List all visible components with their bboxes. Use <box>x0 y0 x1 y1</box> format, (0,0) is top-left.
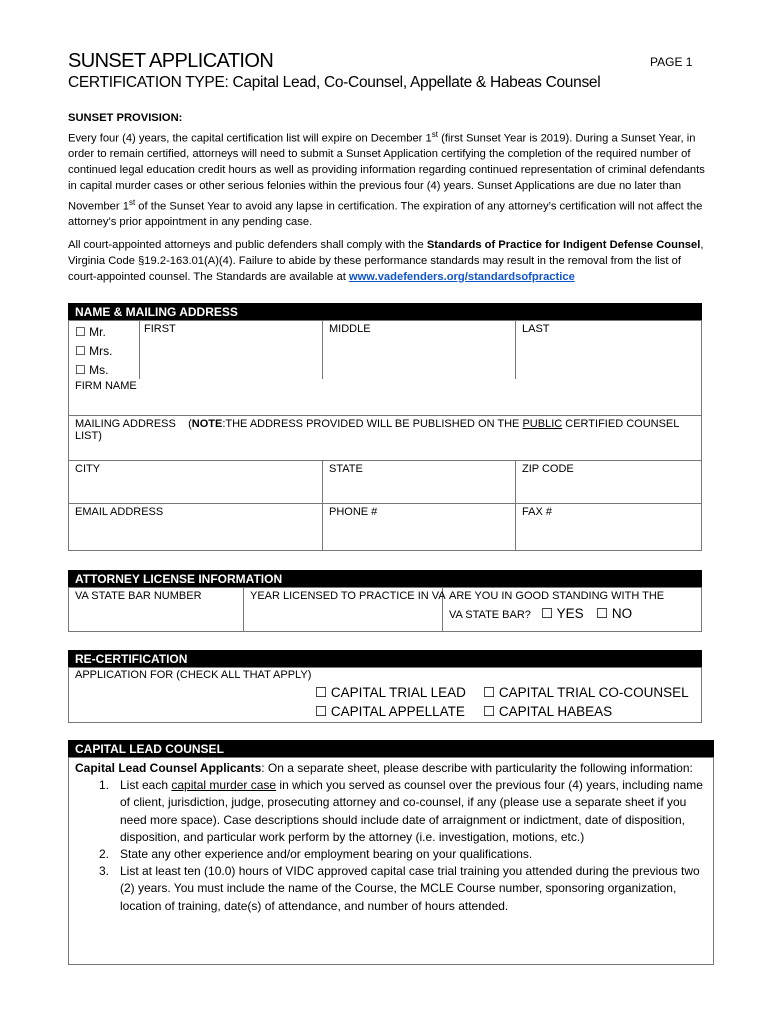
application-for-label: APPLICATION FOR (CHECK ALL THAT APPLY) <box>75 669 312 681</box>
fax-field[interactable]: FAX # <box>522 506 552 518</box>
list-item: 3. List at least ten (10.0) hours of VIDC approved capital case trial training you attended during the previous two (2) years. You must include the name of the Course, the MCLE Course number, sponsoring organization, location of training, date(s) of attendance, and number of hours attended. <box>99 864 700 913</box>
page-title: SUNSET APPLICATION <box>68 50 274 72</box>
lead-intro: Capital Lead Counsel Applicants: On a separate sheet, please describe with particularity the following information: <box>75 761 693 775</box>
recertification-header: RE-CERTIFICATION <box>68 650 702 667</box>
mr-checkbox[interactable]: ☐ Mr. <box>75 325 106 339</box>
first-name-field[interactable]: FIRST <box>144 323 176 335</box>
capital-appellate-checkbox[interactable]: ☐ CAPITAL APPELLATE <box>315 704 465 719</box>
phone-field[interactable]: PHONE # <box>329 506 378 518</box>
name-address-header: NAME & MAILING ADDRESS <box>68 303 702 320</box>
capital-lead-header: CAPITAL LEAD COUNSEL <box>68 740 714 757</box>
checkbox-icon: ☐ <box>75 344 86 358</box>
bar-number-field[interactable]: VA STATE BAR NUMBER <box>75 590 202 602</box>
last-name-field[interactable]: LAST <box>522 323 550 335</box>
good-standing-label: ARE YOU IN GOOD STANDING WITH THE <box>449 590 665 602</box>
provision-paragraph-2: All court-appointed attorneys and public defenders shall comply with the Standards of Practice for Indigent Defense Counsel, Virginia Code §19.2-163.01(A)(4). Failure to abide by these performance standards may result in the removal from the list of court-appointed counsel. The Standards are available at www.vadefenders.org/standardsofpractice <box>68 239 704 283</box>
page-number: PAGE 1 <box>650 55 693 69</box>
good-standing-label-2: VA STATE BAR? <box>449 609 531 621</box>
recertification-table <box>68 667 702 723</box>
provision-paragraph-1: Every four (4) years, the capital certification list will expire on December 1st (first Sunset Year is 2019). During a Sunset Year, in order to remain certified, attorneys will need to submit a Sunset Application certifying the completion of the required number of continued legal education credit hours as well as providing information regarding continued representation of criminal defendants in capital murder cases or other serious felonies within the previous four (4) years. Sunset Applications are due no later than November 1st of the Sunset Year to avoid any lapse in certification. The expiration of any attorney’s certification will not affect the attorney’s prior appointment in any pending case. <box>68 129 705 229</box>
state-field[interactable]: STATE <box>329 463 363 475</box>
license-table <box>68 587 702 632</box>
license-header: ATTORNEY LICENSE INFORMATION <box>68 570 702 587</box>
year-licensed-field[interactable]: YEAR LICENSED TO PRACTICE IN VA <box>250 590 446 602</box>
zip-field[interactable]: ZIP CODE <box>522 463 574 475</box>
provision-heading: SUNSET PROVISION: <box>68 112 183 124</box>
sunset-provision <box>68 111 708 231</box>
capital-lead-box <box>68 757 714 965</box>
email-field[interactable]: EMAIL ADDRESS <box>75 506 164 518</box>
capital-habeas-checkbox[interactable]: ☐ CAPITAL HABEAS <box>483 704 613 719</box>
mrs-checkbox[interactable]: ☐ Mrs. <box>75 344 113 358</box>
name-address-table <box>68 320 702 551</box>
firm-name-field[interactable]: FIRM NAME <box>75 380 137 392</box>
checkbox-icon: ☐ <box>75 363 86 377</box>
city-field[interactable]: CITY <box>75 463 101 475</box>
list-item: 1. List each capital murder case in which you served as counsel over the previous four (4) years, including name of client, jurisdiction, judge, prosecuting attorney and co-counsel, if any (please use a separate sheet if you need more space). Case descriptions should include date of arraignment or indictment, date of disposition, disposition, and particular work perform by the attorney (i.e. investigation, motions, etc.) <box>99 778 703 844</box>
middle-name-field[interactable]: MIDDLE <box>329 323 371 335</box>
ms-checkbox[interactable]: ☐ Ms. <box>75 363 109 377</box>
certification-type: CERTIFICATION TYPE: Capital Lead, Co-Counsel, Appellate & Habeas Counsel <box>68 74 601 91</box>
capital-trial-cocounsel-checkbox[interactable]: ☐ CAPITAL TRIAL CO-COUNSEL <box>483 685 689 700</box>
capital-trial-lead-checkbox[interactable]: ☐ CAPITAL TRIAL LEAD <box>315 685 466 700</box>
checkbox-icon: ☐ <box>75 325 86 339</box>
list-item: 2. State any other experience and/or employment bearing on your qualifications. <box>99 847 533 862</box>
yes-checkbox[interactable]: ☐ YES <box>541 606 584 621</box>
mailing-address-field[interactable]: MAILING ADDRESS (NOTE:THE ADDRESS PROVIDED WILL BE PUBLISHED ON THE PUBLIC CERTIFIED COUNSEL LIST) <box>75 418 679 442</box>
standards-link[interactable]: www.vadefenders.org/standardsofpractice <box>348 270 575 283</box>
no-checkbox[interactable]: ☐ NO <box>596 606 633 621</box>
